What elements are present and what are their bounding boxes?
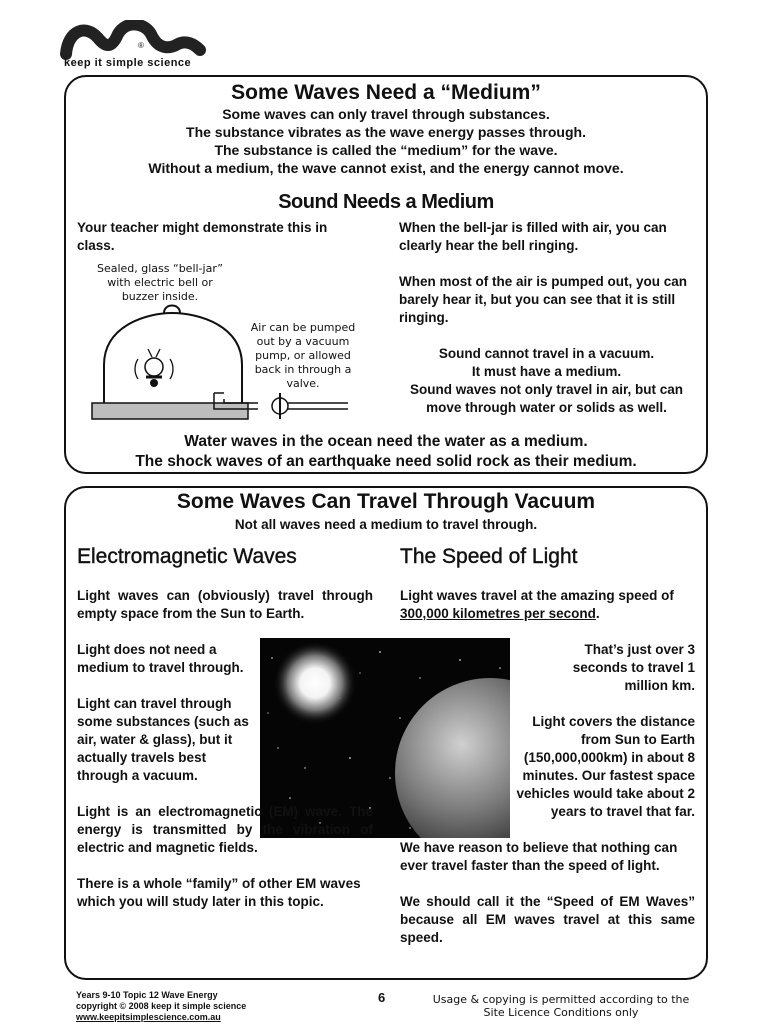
sound-title: Sound Needs a Medium <box>278 191 494 213</box>
speed-value: 300,000 kilometres per second <box>400 606 596 621</box>
vacuum-subtitle: Not all waves need a medium to travel through. <box>234 517 538 532</box>
bell-jar-diagram <box>90 297 355 427</box>
sound-conclusion <box>399 345 694 417</box>
usage-notice <box>412 993 710 1019</box>
medium-title: Some Waves Need a “Medium” <box>231 81 541 104</box>
vacuum-section <box>64 486 708 980</box>
em-paragraph: Light can travel through some substances (such as air, water & glass), but it actually travels best through a vacuum. <box>77 696 249 783</box>
conclusion-line: Sound waves not only travel in air, but can <box>409 382 684 397</box>
speed-paragraph: We should call it the “Speed of EM Waves” because all EM waves travel at this same speed. <box>400 894 695 945</box>
page-number: 6 <box>378 990 386 1005</box>
teacher-note: Your teacher might demonstrate this in class. <box>77 220 328 253</box>
footer-line: copyright © 2008 keep it simple science <box>76 1001 247 1011</box>
em-column <box>77 587 373 929</box>
right-paragraph: When the bell-jar is filled with air, you can clearly hear the bell ringing. <box>399 220 667 253</box>
em-title: Electromagnetic Waves <box>77 545 297 568</box>
conclusion-line: Sound cannot travel in a vacuum. <box>438 346 655 361</box>
intro-line: The substance is called the “medium” for the wave. <box>214 142 558 158</box>
em-paragraph: Light does not need a medium to travel through. <box>77 642 244 675</box>
right-paragraph: When most of the air is pumped out, you can barely hear it, but you can see that it is still ringing. <box>399 274 688 325</box>
vacuum-title: Some Waves Can Travel Through Vacuum <box>176 490 596 513</box>
bottom-line: The shock waves of an earthquake need solid rock as their medium. <box>135 453 637 470</box>
pump-label: Air can be pumped out by a vacuum pump, or allowed back in through a valve. <box>250 321 356 390</box>
medium-right-column <box>399 219 694 417</box>
em-paragraph: Light is an electromagnetic (EM) wave. The energy is transmitted by the vibration of electric and magnetic fields. <box>77 804 373 855</box>
usage-line: Site Licence Conditions only <box>483 1006 639 1019</box>
speed-paragraph <box>400 587 695 623</box>
speed-paragraph: That’s just over 3 seconds to travel 1 million km. <box>572 642 695 693</box>
speed-text: . <box>595 606 600 621</box>
intro-line: Without a medium, the wave cannot exist, and the energy cannot move. <box>148 160 624 176</box>
usage-line: Usage & copying is permitted according to the <box>432 993 690 1006</box>
speed-text: Light waves travel at the amazing speed of <box>400 588 674 603</box>
medium-bottom <box>66 432 706 472</box>
speed-paragraph: Light covers the distance from Sun to Earth (150,000,000km) in about 8 minutes. Our fastest space vehicles would take about 2 years to travel that far. <box>516 714 695 819</box>
intro-line: Some waves can only travel through substances. <box>222 106 550 122</box>
glass-jar <box>104 313 242 403</box>
medium-intro <box>66 105 706 177</box>
em-paragraph: There is a whole “family” of other EM waves which you will study later in this topic. <box>77 876 361 909</box>
bottom-line: Water waves in the ocean need the water as a medium. <box>184 433 588 450</box>
kiss-logo <box>60 20 210 60</box>
footer-credits <box>76 990 246 1023</box>
conclusion-line: move through water or solids as well. <box>426 400 667 415</box>
em-paragraph: Light waves can (obviously) travel through empty space from the Sun to Earth. <box>77 588 373 621</box>
bell-icon <box>135 349 173 387</box>
footer-line: Years 9-10 Topic 12 Wave Energy <box>76 990 218 1000</box>
speed-paragraph: We have reason to believe that nothing can ever travel faster than the speed of light. <box>400 840 678 873</box>
speed-of-light-title: The Speed of Light <box>400 545 578 568</box>
footer-link[interactable]: www.keepitsimplescience.com.au <box>76 1012 221 1022</box>
speed-column <box>400 587 695 965</box>
jar-knob <box>164 306 180 314</box>
logo-text: keep it simple science <box>64 57 192 69</box>
bell-jar-label: Sealed, glass “bell-jar” with electric bell or buzzer inside. <box>96 262 224 303</box>
medium-section <box>64 75 708 474</box>
conclusion-line: It must have a medium. <box>471 364 622 379</box>
jar-base <box>92 403 248 419</box>
intro-line: The substance vibrates as the wave energy passes through. <box>186 124 586 140</box>
registered-mark: ® <box>138 41 144 50</box>
